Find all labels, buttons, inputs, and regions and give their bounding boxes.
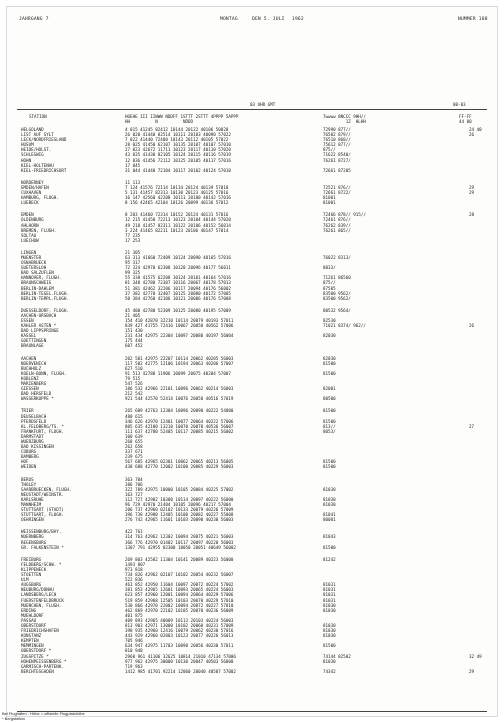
station-name: KOBLENZ <box>21 375 39 381</box>
table-row <box>21 296 487 301</box>
observation-codes: 4 015 41245 82412 10144 20122 40106 50020 <box>125 127 229 132</box>
station-name: OSNABRUECK <box>21 260 47 266</box>
station-name: LIST AUF SYLT <box>21 132 54 138</box>
extra-codes: 81031 <box>323 587 336 593</box>
extra-codes: 81030 <box>323 628 336 634</box>
station-name: KAHLER ASTEN * <box>21 323 57 329</box>
observation-codes: 7 022 41440 72408 10143 20112 40105 57022 <box>125 137 229 143</box>
extra-codes: 81500 <box>323 643 336 649</box>
observation-codes: 26 020 41440 82514 10111 20103 40090 57022 <box>125 132 231 138</box>
observation-codes: 43 035 41430 82105 10124 20115 40116 57019 <box>125 152 231 158</box>
table-row <box>21 343 487 348</box>
observation-codes: 607 452 <box>125 343 143 349</box>
extra-codes: 81030 <box>323 486 336 492</box>
extra-codes: 76510 860// <box>323 137 351 143</box>
extra-codes: 81500 <box>323 544 336 550</box>
observation-codes: 381 853 42965 12601 10093 20065 40224 56003 <box>125 587 234 593</box>
observation-codes: 2960 961 41106 32625 10814 21010 47134 57006 <box>125 653 236 659</box>
station-name: OBERSTDORF * <box>21 648 52 654</box>
observation-codes: 186 532 42966 22101 10096 20062 40214 56003 <box>125 386 234 392</box>
station-group <box>21 356 487 402</box>
station-name: DARMSTADT <box>21 433 44 439</box>
station-name: BAD LIPPSPRINGE <box>21 328 59 334</box>
observation-codes: 72 324 42970 62308 10120 20096 40177 56011 <box>125 265 231 271</box>
observation-codes: 401 875 <box>125 612 143 618</box>
station-group <box>21 212 487 243</box>
station-name: LANDSBERG/LECH <box>21 592 57 598</box>
station-name: FREIBURG <box>21 556 42 562</box>
extra-codes: 83500 9562/ <box>323 295 351 301</box>
station-name: ZUGSPITZE * <box>21 653 49 659</box>
station-name: KASSEL <box>21 333 37 339</box>
station-name: GARMISCH-PARTENK. <box>21 663 64 669</box>
observation-codes: 55 338 41575 62208 10124 20101 40164 57016 <box>125 275 231 281</box>
observation-codes: 16 147 42560 42208 10111 20100 40142 57016 <box>125 195 231 201</box>
observation-codes: 1412 985 41701 92214 12060 20040 40507 57002 <box>125 668 236 674</box>
extra-codes: 813// <box>323 423 336 429</box>
table-row <box>21 669 487 674</box>
gust-values: 26 <box>469 132 475 138</box>
station-name: NEUBURG/DONAU <box>21 587 54 593</box>
observation-codes: 202 501 42975 22207 10114 20062 40205 56003 <box>125 355 234 361</box>
station-name: OBERSTDORF <box>21 622 47 628</box>
observation-codes: 7 124 41576 72114 10134 20124 40139 57018 <box>125 184 229 190</box>
station-name: LUEBECK <box>21 200 39 206</box>
extra-codes: 81030 <box>323 502 336 507</box>
extra-codes: 81242 <box>323 556 336 562</box>
time-range-label: 00-03 <box>453 102 466 107</box>
extra-codes: 8033/ <box>323 265 336 271</box>
station-group <box>21 529 487 549</box>
extra-codes: 80500 <box>323 396 336 402</box>
extra-codes: 81030 <box>323 633 336 639</box>
station-name: BERUS <box>21 476 34 482</box>
station-name: STUTTGART, FLUGH. <box>21 512 64 518</box>
observation-codes: 805 635 42180 13210 10070 20070 40536 56007 <box>125 423 234 429</box>
table-row <box>21 464 487 469</box>
station-name: COBURG <box>21 449 37 455</box>
station-name: ESSEN <box>21 318 34 323</box>
observation-codes: 547 526 <box>125 381 143 387</box>
table-row <box>21 545 487 550</box>
extra-codes: 71261 86560 <box>323 275 351 281</box>
extra-codes: 72466 878// 915// <box>323 212 366 218</box>
observation-codes: 8 203 41460 72314 10152 20124 40131 57016 <box>125 212 229 218</box>
observation-codes: 398 935 42960 12416 10079 20062 40230 57016 <box>125 628 234 634</box>
footnote-mountain-station: * Bergstation <box>2 715 25 721</box>
observation-codes: 12 215 41450 72213 10123 20104 40144 57020 <box>125 217 231 223</box>
extra-codes: 71021 8374/ 962// <box>323 323 366 329</box>
observation-codes: 112 727 42982 10300 10114 20097 40222 56000 <box>125 496 234 502</box>
station-name: BERLIN-TEGEL.FLUGH. <box>21 290 69 296</box>
observation-codes: 79 515 <box>125 375 141 381</box>
observation-codes: 27 023 42672 11711 10123 20117 40110 57020 <box>125 147 231 153</box>
extra-codes: 87505 <box>323 285 336 291</box>
extra-codes: 875// <box>323 280 336 286</box>
observation-codes: 99 325 <box>125 270 141 276</box>
extra-codes: 72661 87205 <box>323 167 351 173</box>
station-name: SAARBRUECKEN, FLUGH. <box>21 486 72 492</box>
station-name: THOLEY <box>21 481 37 487</box>
station-name: BRAUNSCHWEIG <box>21 280 52 286</box>
header-divider <box>17 109 487 110</box>
observation-codes: 3 224 41465 82211 10123 20106 40147 57014 <box>125 227 229 233</box>
extra-codes: 72990 877// <box>323 127 351 132</box>
station-group <box>21 180 487 205</box>
observation-codes: 519 859 42968 12505 10103 20070 40229 57010 <box>125 597 234 603</box>
station-group <box>21 308 487 349</box>
observation-codes: 522 836 <box>125 577 143 583</box>
extra-codes: 81500 <box>323 408 336 414</box>
observation-codes: 91 513 42788 11906 10099 20075 40204 57007 <box>125 370 231 376</box>
station-name: LINGEN <box>21 249 37 255</box>
observation-codes: 623 857 42960 12001 10094 20064 40229 57006 <box>125 592 234 598</box>
gust-values: 32 49 <box>469 653 482 659</box>
observation-codes: 17 253 <box>125 237 141 243</box>
station-name: NUERNBERG <box>21 534 44 540</box>
extra-codes: 72661 8722/ <box>323 190 351 196</box>
station-name: BERCHTESGADEN <box>21 668 54 674</box>
extra-codes: 81031 <box>323 592 336 598</box>
extra-codes: 83500 9562/ <box>323 290 351 296</box>
station-name: HUSUM <box>21 142 34 148</box>
observation-codes: 346 626 42970 12401 10077 20064 40222 57006 <box>125 418 234 424</box>
observation-codes: 314 763 42962 12302 10094 20075 40221 56003 <box>125 534 234 540</box>
station-name: KLIPPENECK <box>21 566 47 572</box>
station-name: KL.FELDBERG/TS. * <box>21 423 64 429</box>
observation-codes: 396 738 42980 12405 10100 20082 40227 55008 <box>125 512 234 518</box>
station-name: BAD SALZUFLEN <box>21 270 54 276</box>
observation-codes: 206 737 42960 02102 10133 20079 40226 57009 <box>125 507 234 513</box>
station-name: SOLTAU <box>21 232 37 238</box>
weekday-label: MONTAG <box>220 17 238 22</box>
station-name: KONSTANZ <box>21 633 42 639</box>
station-name: REGENSBURG <box>21 539 47 545</box>
station-name: HANNOVER, FLUGH. <box>21 275 62 281</box>
observation-codes: 269 803 42582 11304 10141 20089 40223 56000 <box>125 556 234 562</box>
extra-codes: 71622 8540/ <box>323 152 351 158</box>
station-name: HAMBURG, FLUGH. <box>21 195 59 201</box>
station-name: KIEL-FRIEDRICHSORT <box>21 167 67 173</box>
station-name: HELGOLAND <box>21 127 44 132</box>
station-name: MANNHEIM <box>21 502 42 507</box>
codes-column-subheader: HH N NDDD <box>125 119 194 124</box>
observation-codes: 530 866 42970 22002 10094 20072 40227 57010 <box>125 602 234 608</box>
station-name: FELDBERG/SCHW. * <box>21 561 62 567</box>
station-name: ERDING <box>21 607 37 613</box>
extra-column-header: 7wwww 8NCCC 9HH// <box>323 114 366 119</box>
extra-codes: 74144 82502 <box>323 653 351 659</box>
extra-codes: 875// <box>323 147 336 153</box>
observation-codes: 45 400 42780 52309 10125 20080 40195 57009 <box>125 307 231 313</box>
station-name: PFERDSFELD <box>21 418 47 424</box>
weather-report-page <box>6 6 498 717</box>
station-name: BAD HERSFELD <box>21 391 52 397</box>
station-name: AUGSBURG <box>21 582 42 588</box>
observation-codes: 268 655 <box>125 438 143 444</box>
station-name: AACHEN <box>21 355 37 361</box>
year-label: 1962 <box>292 17 304 22</box>
observation-codes: 438 688 42770 12002 10100 20085 40229 56003 <box>125 464 234 470</box>
station-name: MUEHLDORF <box>21 612 44 618</box>
station-name: EMDEN <box>21 212 34 218</box>
station-name: SCHLESWIG <box>21 152 44 158</box>
station-name: NEUSTADT/WEINSTR. <box>21 491 64 497</box>
observation-codes: 77 235 <box>125 232 141 238</box>
observation-codes: 265 609 42763 12304 10096 20090 40222 54000 <box>125 408 234 414</box>
station-name: GUETERSLOH <box>21 265 47 271</box>
station-group <box>21 250 487 301</box>
observation-codes: 839 427 41755 72416 10067 20050 40562 57006 <box>125 323 234 329</box>
station-name: WASSERKUPPE * <box>21 396 54 402</box>
station-name: FRANKFURT, FLUGH. <box>21 428 64 434</box>
observation-codes: 977 962 42975 30000 10130 20047 40503 56000 <box>125 658 234 664</box>
station-name: MUENSTER <box>21 254 42 260</box>
observation-codes: 719 963 <box>125 663 143 669</box>
observation-codes: 363 704 <box>125 476 143 482</box>
station-name: FRIEDRICHSHAFEN <box>21 628 59 634</box>
observation-codes: 100 639 <box>125 433 143 439</box>
observation-codes: 95 317 <box>125 260 141 266</box>
extra-codes: 81030 <box>323 622 336 628</box>
observation-codes: 21 305 <box>125 249 141 255</box>
observation-codes: 386 706 <box>125 481 143 487</box>
station-name: OEHRINGEN <box>21 517 44 523</box>
extra-codes: 76262 839// <box>323 222 351 228</box>
station-name: DEUSELBACH <box>21 413 47 419</box>
footnotes <box>2 712 85 721</box>
time-label: 03 UHR GMT <box>250 102 276 107</box>
station-name: FUERSTENFELDBRUCK <box>21 597 64 603</box>
table-row <box>21 168 487 173</box>
station-name: BERLIN-DAHLEM <box>21 285 54 291</box>
station-group <box>21 408 487 469</box>
extra-codes: 76261 8727/ <box>323 157 351 163</box>
observation-codes: 462 869 42970 22102 10105 20070 40236 56009 <box>125 607 234 613</box>
station-name: MEMMINGEN <box>21 643 44 649</box>
observation-codes: 212 542 <box>125 391 143 397</box>
observation-codes: 8 156 42465 42104 10126 20099 40136 57012 <box>125 200 229 206</box>
extra-codes: 72461 876// <box>323 217 351 223</box>
station-name: AHLHORN <box>21 222 39 228</box>
extra-codes: 76261 865// <box>323 227 351 233</box>
codes-column-header: HOEHE III IIWWW NDDFF 1STTT 2STTT 4PPPP 5APPP <box>125 114 239 119</box>
station-name: AACHEN-ORSBACH <box>21 312 57 318</box>
date-label: DEN 5. JULI <box>252 17 285 22</box>
extra-codes: 81031 <box>323 582 336 588</box>
station-name: PASSAU <box>21 617 37 623</box>
observation-codes: 567 685 42965 02301 10062 20065 40213 56005 <box>125 459 234 465</box>
station-name: HOHENPEISSENBERG * <box>21 658 67 664</box>
observation-codes: 175 444 <box>125 338 143 344</box>
station-group <box>21 477 487 523</box>
station-name: HOHN <box>21 157 32 163</box>
table-row <box>21 238 487 243</box>
extra-column-subheader: 1Z HLHH <box>323 119 366 124</box>
extra-codes: 81500 <box>323 459 336 465</box>
observation-codes: 151 430 <box>125 328 143 334</box>
observation-codes: 49 218 41457 82311 10122 20106 40152 56014 <box>125 222 231 228</box>
station-name: WEISSENBURG/BAY. <box>21 529 62 535</box>
observation-table <box>21 127 487 681</box>
station-name: STUTTGART (STADT) <box>21 507 64 513</box>
extra-codes: 82030 <box>323 355 336 361</box>
volume-label: JAHRGANG 7 <box>19 17 49 22</box>
observation-codes: 1493 807 <box>125 561 146 567</box>
observation-codes: 51 381 42462 32206 10117 20094 40176 56002 <box>125 285 231 291</box>
observation-codes: 262 658 <box>125 444 143 450</box>
footnote-airports: Bei Flughäfen : Höhe = offizielle Flugplatzhöhe <box>2 711 85 716</box>
observation-codes: 422 761 <box>125 529 143 535</box>
observation-codes: 461 852 42950 11604 10097 20072 40224 57002 <box>125 582 234 588</box>
observation-codes: 480 615 <box>125 413 143 419</box>
extra-codes: 80001 <box>323 517 336 523</box>
observation-codes: 11 113 <box>125 179 141 185</box>
observation-codes: 31 044 41440 72104 10117 20102 40124 57010 <box>125 167 231 173</box>
extra-codes: 81031 <box>323 597 336 603</box>
observation-codes: 337 671 <box>125 449 143 455</box>
station-name: OLDENBURG <box>21 217 44 223</box>
extra-codes: 80532 9564/ <box>323 307 351 313</box>
observation-codes: 409 893 42965 40009 10113 20103 40224 56003 <box>125 617 234 623</box>
observation-codes: 163 727 <box>125 491 143 497</box>
station-group <box>21 127 487 173</box>
table-row <box>21 200 487 205</box>
extra-codes: 76502 879// <box>323 132 351 138</box>
observation-codes: 810 948 <box>125 648 143 654</box>
extra-codes: 81030 <box>323 607 336 613</box>
observation-codes: 276 742 42965 11601 10103 20090 40230 56003 <box>125 517 234 523</box>
gust-values: 26 <box>469 323 475 329</box>
station-name: BUCHHOLZ <box>21 365 42 371</box>
station-name: GIESSEN <box>21 386 39 392</box>
extra-codes: 76022 8313/ <box>323 254 351 260</box>
extra-codes: 81500 <box>323 370 336 376</box>
extra-codes: 81041 <box>323 512 336 518</box>
extra-codes: 81500 <box>323 464 336 470</box>
station-name: KIEL-HOLTENAU <box>21 162 54 168</box>
observation-codes: 12 036 41456 72112 10125 20105 40117 57016 <box>125 157 231 163</box>
extra-codes: 81500 <box>323 360 336 366</box>
station-name: BAD KISSINGEN <box>21 444 54 450</box>
observation-codes: 50 384 42760 42106 10121 20086 40176 57008 <box>125 295 231 301</box>
station-name: HOF <box>21 459 29 465</box>
gust-values: 29 <box>469 668 475 674</box>
extra-codes: 81500 <box>323 418 336 424</box>
extra-codes: 81030 <box>323 496 336 502</box>
station-name: NOERVENICH <box>21 360 47 366</box>
station-name: MUENCHEN, FLUGH. <box>21 602 62 608</box>
station-name: TRIER <box>21 408 34 414</box>
station-column-header: STATION <box>29 114 47 119</box>
observation-codes: 17 045 <box>125 162 141 168</box>
gust-values: 29 <box>469 190 475 196</box>
extra-codes: 81043 <box>323 534 336 540</box>
gust-column-header: FF-FF <box>459 114 472 119</box>
observation-codes: 81 348 42780 72307 10116 20067 40178 57013 <box>125 280 231 286</box>
gust-column-subheader: 44 00 <box>459 119 472 124</box>
observation-codes: 921 544 42570 52414 10076 20058 40516 57019 <box>125 396 234 402</box>
observation-codes: 734 826 42962 02107 10102 20054 40232 56007 <box>125 572 234 578</box>
station-name: CUXHAVEN <box>21 190 42 196</box>
observation-codes: 28 025 41450 62107 10135 20107 40107 57010 <box>125 142 231 148</box>
extra-codes: 81001 <box>323 195 336 201</box>
station-name: ULM <box>21 577 29 583</box>
observation-codes: 443 929 42960 02003 10123 20077 40226 56013 <box>125 633 234 639</box>
gust-values: 29 <box>469 184 475 190</box>
station-name: KEMPTEN <box>21 638 39 644</box>
observation-codes: 973 818 <box>125 566 143 572</box>
station-name: BERLIN-TEMPL.FLUGH. <box>21 295 69 301</box>
extra-codes: 8053/ <box>323 428 336 434</box>
gust-values: 24 40 <box>469 127 482 132</box>
observation-codes: 21 405 <box>125 312 141 318</box>
station-name: LECK/NORDFRIESLAND <box>21 137 67 143</box>
observation-codes: 239 675 <box>125 454 143 460</box>
extra-codes: 82530 <box>323 318 336 323</box>
extra-codes: 72521 876// <box>323 184 351 190</box>
extra-codes: 81030 <box>323 602 336 608</box>
observation-codes: 813 903 42971 13000 10102 20060 40231 57009 <box>125 622 234 628</box>
observation-codes: 705 946 <box>125 638 143 644</box>
extra-codes: 82030 <box>323 333 336 339</box>
table-row <box>21 396 487 401</box>
footer-divider <box>17 711 487 712</box>
observation-codes: 117 502 42775 12106 10194 20063 40206 57007 <box>125 360 234 366</box>
observation-codes: 96 729 42970 21404 10105 20096 40217 57004 <box>125 502 231 507</box>
station-name: LUECHOW <box>21 237 39 243</box>
extra-codes: 81001 <box>323 200 336 206</box>
extra-codes: 74342 <box>323 668 336 674</box>
observation-codes: 366 776 42970 01402 10117 20097 40220 56003 <box>125 539 234 545</box>
station-name: GOETTINGEN <box>21 338 47 344</box>
gust-values: 27 <box>469 423 475 429</box>
observation-codes: 627 510 <box>125 365 143 371</box>
observation-codes: 231 434 42975 22304 10097 20080 40197 56004 <box>125 333 234 339</box>
observation-codes: 634 947 42975 11703 10090 20056 40230 57011 <box>125 643 234 649</box>
station-name: BAMBERG <box>21 454 39 460</box>
extra-codes: 81030 <box>323 658 336 664</box>
station-name: WUERZBURG <box>21 438 44 444</box>
table-row <box>21 517 487 522</box>
observation-codes: 322 709 42975 10000 10105 20084 40225 57002 <box>125 486 234 492</box>
extra-codes: 82001 <box>323 386 336 392</box>
observation-codes: 37 382 42770 32407 10125 20080 40172 57005 <box>125 290 231 296</box>
station-name: BREMEN, FLUGH. <box>21 227 57 233</box>
station-name: WEIDEN <box>21 464 37 470</box>
observation-codes: 5 131 41457 82313 10130 20123 40125 57016 <box>125 190 229 196</box>
station-name: STOETTEN <box>21 572 42 578</box>
station-name: BRAUNLAGE <box>21 343 44 349</box>
station-name: GR. FALKENSTEIN * <box>21 544 64 550</box>
observation-codes: 63 313 41660 72409 10124 20090 40165 57016 <box>125 254 231 260</box>
station-name: MARIENBERG <box>21 381 47 387</box>
station-name: DUESSELDORF, FLUGH. <box>21 307 69 313</box>
observation-codes: 154 410 42870 32210 10114 20079 40193 57011 <box>125 318 234 323</box>
station-group <box>21 557 487 674</box>
observation-codes: 1307 791 42955 02300 10050 20051 40649 56002 <box>125 544 236 550</box>
station-name: HEIDE/HOLST. <box>21 147 52 153</box>
station-name: EMDEN/HAFEN <box>21 184 49 190</box>
station-name: KARLSRUHE <box>21 496 44 502</box>
observation-codes: 111 637 42780 52405 10117 20085 40215 56002 <box>125 428 234 434</box>
gust-values: 28 <box>469 212 475 218</box>
station-name: NORDERNEY <box>21 179 44 185</box>
extra-codes: 75612 877// <box>323 142 351 148</box>
station-name: KOELN-BONN, FLUGH. <box>21 370 67 376</box>
issue-number-label: NUMMER 188 <box>458 17 488 22</box>
